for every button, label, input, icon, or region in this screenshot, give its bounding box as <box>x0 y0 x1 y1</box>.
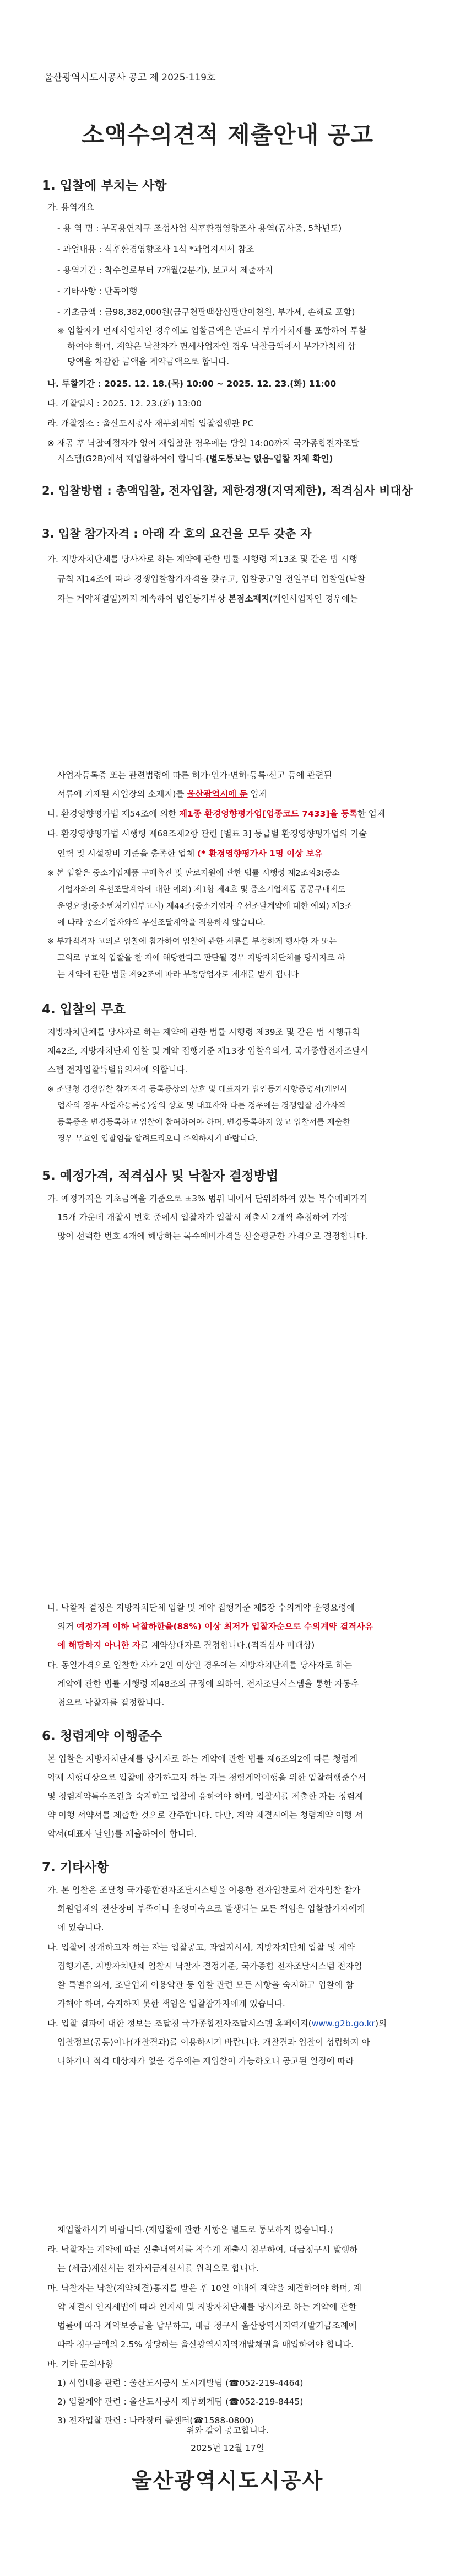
s3-line: ※ 부파적격자 고의로 입찰에 참가하여 입찰에 관한 서류를 부정하게 행사한 자 또는 <box>47 937 337 946</box>
s1-line: - 과업내용 : 식후환경영향조사 1식 *과업지시서 참조 <box>57 244 254 254</box>
s3-line: 사업자등록증 또는 관련법령에 따른 허가·인가·면허·등록·신고 등에 관련된 <box>57 770 332 780</box>
s3-line: ※ 본 입찰은 중소기업제품 구매촉진 및 판로지원에 관한 법률 시행령 제2조의3(중소 <box>47 869 340 878</box>
s7-line: 재입찰하시기 바랍니다.(재입찰에 관한 사항은 별도로 통보하지 않습니다.) <box>57 2225 333 2235</box>
s1-line: 시스템(G2B)에서 재입찰하여야 합니다.(별도통보는 없음-입찰 자체 확인) <box>57 454 333 464</box>
g2b-link[interactable]: www.g2b.go.kr <box>311 2019 376 2028</box>
s6-line: 약서(대표자 날인)를 제출하여야 합니다. <box>47 1829 197 1839</box>
s3-line: 에 따라 중소기업자와의 우선조달계약을 적용하지 않습니다. <box>57 919 266 927</box>
contact-business: 1) 사업내용 관련 : 울산도시공사 도시개발팀 (☎052-219-4464) <box>57 2378 304 2388</box>
s1-line: 당액을 차감한 금액을 계약금액으로 합니다. <box>67 357 230 367</box>
s6-line: 약 이행 서약서를 제출한 것으로 간주합니다. 다만, 계약 체결시에는 청렴계약 이행 서 <box>47 1810 364 1820</box>
s5-line: 많이 선택한 번호 4개에 해당하는 복수예비가격을 산술평균한 가격으로 결정합니다. <box>57 1231 368 1241</box>
s3-line: 고의로 무효의 입찰을 한 자에 해당한다고 판단될 경우 지방자치단체를 당사자로 하 <box>57 954 345 963</box>
s3-line: 규칙 제14조에 따라 경쟁입찰참가자격을 갖추고, 입찰공고일 전일부터 입찰일(낙찰 <box>57 574 366 584</box>
s5-line: 다. 동일가격으로 입찰한 자가 2인 이상인 경우에는 지방자치단체를 당사자로 하는 <box>47 1660 353 1670</box>
s7-line: 회원업체의 전산장비 부족이나 운영미숙으로 발생되는 모든 책임은 입찰참가자에게 <box>57 1904 365 1914</box>
s7-line: 바. 기타 문의사항 <box>47 2359 113 2369</box>
section-5-heading: 5. 예정가격, 적격심사 및 낙찰자 결정방법 <box>42 1169 279 1183</box>
s5-line: 15개 가운데 개찰시 번호 중에서 입찰자가 입찰시 제출시 2개씩 추첨하여 가장 <box>57 1212 349 1222</box>
section-3-heading: 3. 입찰 참가자격 : 아래 각 호의 요건을 모두 갖춘 자 <box>42 527 312 540</box>
section-1-heading: 1. 입찰에 부치는 사항 <box>42 179 167 193</box>
s1-line: - 용역기간 : 착수일로부터 7개월(2분기), 보고서 제출까지 <box>57 265 273 275</box>
contact-e-bidding: 3) 전자입찰 관련 : 나라장터 콜센터(☎1588-0800) <box>57 2416 254 2425</box>
s4-line: 업자의 경우 사업자등록증)상의 상호 및 대표자와 다른 경우에는 경쟁입찰 참가자격 <box>57 1102 346 1110</box>
s7-line: 집행기준, 지방자치단체 입찰시 낙찰자 결정기준, 국가종합 전자조달시스템 전자입 <box>57 1961 362 1971</box>
section-2-heading: 2. 입찰방법 : 총액입찰, 전자입찰, 제한경쟁(지역제한), 적격심사 비대상 <box>42 484 413 497</box>
section-7-heading: 7. 기타사항 <box>42 1860 109 1875</box>
s5-line: 나. 낙찰자 결정은 지방자치단체 입찰 및 계약 집행기준 제5장 수의계약 운영요령에 <box>47 1603 355 1613</box>
s4-line: 등록증을 변경등록하고 입찰에 참여하여야 하며, 변경등록하지 않고 입찰서를 제출한 <box>57 1118 350 1127</box>
s1-line: 하여야 하며, 계약은 낙찰자가 면세사업자인 경우 낙찰금액에서 부가가치세 상 <box>67 341 356 351</box>
section-6-heading: 6. 청렴계약 이행준수 <box>42 1729 162 1743</box>
s7-line: 입찰정보(공통)이나(개찰결과)를 이용하시기 바랍니다. 개찰결과 입찰이 성립하지 아 <box>57 2037 370 2047</box>
s4-line: 지방자치단체를 당사자로 하는 계약에 관한 법률 시행령 제39조 및 같은 법 시행규칙 <box>47 1027 361 1037</box>
s4-line: 제42조, 지방자치단체 입찰 및 계약 집행기준 제13장 입찰유의서, 국가종합전자조달시 <box>47 1046 369 1056</box>
s3-line: 는 계약에 관한 법률 제92조에 따라 부정당업자로 제재를 받게 됩니다 <box>57 970 299 979</box>
s1-line: - 기타사항 : 단독이행 <box>57 286 138 296</box>
contact-contract: 2) 입찰계약 관련 : 울산도시공사 재무회계팀 (☎052-219-8445) <box>57 2397 304 2407</box>
s7-line: 에 있습니다. <box>57 1923 104 1933</box>
s5-line: 가. 예정가격은 기초금액을 기준으로 ±3% 범위 내에서 단위화하여 있는 복수예비가격 <box>47 1194 367 1204</box>
s1-line: ※ 입찰자가 면세사업자인 경우에도 입찰금액은 반드시 부가가치세를 포함하여 투찰 <box>57 326 367 336</box>
s1-line: - 기초금액 : 금98,382,000원(금구천팔백삼십팔만이천원, 부가세, 손해료 포함) <box>57 307 355 317</box>
s6-line: 약제 시행대상으로 입찰에 참가하고자 하는 자는 청렴계약이행을 위한 입찰허행준수서 <box>47 1773 366 1783</box>
s7-line: 나. 입찰에 참개하고자 하는 자는 입찰공고, 과업지시서, 지방자치단체 입찰 및 계약 <box>47 1942 355 1952</box>
s7-line: 가해야 하며, 숙지하지 못한 책임은 입찰참가자에게 있습니다. <box>57 1999 285 2009</box>
s5-line: 에 해당하지 아니한 자를 계약상대자로 결정합니다.(적격심사 미대상) <box>57 1640 315 1650</box>
s7-line: 따라 청구금액의 2.5% 상당하는 울산광역시지역개발채권을 매입하여야 합니다. <box>57 2339 354 2349</box>
s5-line: 의거 예정가격 이하 낙찰하한율(88%) 이상 최저가 입찰자순으로 수의계약 결격사유 <box>57 1622 373 1632</box>
s7-line: 니하거나 적격 대상자가 없을 경우에는 재입찰이 가능하오니 공고된 일정에 따라 <box>57 2056 354 2066</box>
s7-line: 라. 낙찰자는 계약에 따른 산출내역서를 착수계 제출시 첨부하여, 대금청구시 발행하 <box>47 2245 358 2255</box>
s4-line: 스템 전자입찰특별유의서에 의합니다. <box>47 1065 188 1075</box>
s7-line: 약 체결시 인지세법에 따라 인지세 및 지방자치단체를 당사자로 하는 계약에 관한 <box>57 2302 357 2312</box>
s3-line: 다. 환경영향평가법 시행령 제68조제2항 관련 [별표 3] 등급별 환경영향평가업의 기술 <box>47 829 367 839</box>
s4-line: 경우 무효인 입찰임을 알려드리오니 주의하시기 바랍니다. <box>57 1135 258 1144</box>
notice-date: 2025년 12월 17일 <box>191 2443 264 2453</box>
s1-line: 가. 용역개요 <box>47 202 94 212</box>
s1-line: ※ 재공 후 낙찰예정자가 없어 재입찰한 경우에는 당일 14:00까지 국가종합전자조달 <box>47 438 360 448</box>
s5-line: 계약에 관한 법률 시행령 제48조의 규정에 의하여, 전자조달시스템을 통한 자동추 <box>57 1679 360 1689</box>
s1-line: 나. 투찰기간 : 2025. 12. 18.(목) 10:00 ~ 2025. 12. 23.(화) 11:00 <box>47 379 337 389</box>
s1-line: 다. 개찰일시 : 2025. 12. 23.(화) 13:00 <box>47 399 202 409</box>
section-4-heading: 4. 입찰의 무효 <box>42 1002 126 1017</box>
s7-line: 찰 특별유의서, 조달업체 이용약관 등 입찰 관련 모든 사항을 숙지하고 입찰에 참 <box>57 1980 354 1990</box>
s3-line: 서류에 기재된 사업장의 소재지)를 울산광역시에 둔 업체 <box>57 789 267 799</box>
issuer-name: 울산광역시도시공사 <box>131 2468 324 2493</box>
s7-line: 법률에 따라 계약보증금을 납부하고, 대금 청구시 울산광역시지역개발기금조례에 <box>57 2321 357 2331</box>
s7-line: 가. 본 입찰은 조달청 국가종합전자조달시스템을 이용한 전자입찰로서 전자입찰 참가 <box>47 1885 361 1895</box>
s6-line: 본 입찰은 지방자치단체를 당사자로 하는 계약에 관한 법률 제6조의2에 따른 청렴계 <box>47 1754 358 1764</box>
s3-line: 자는 계약체결일)까지 계속하여 법인등기부상 본점소재지(개인사업자인 경우에는 <box>57 594 358 604</box>
page-title: 소액수의견적 제출안내 공고 <box>81 121 374 148</box>
s5-line: 첨으로 낙찰자를 결정합니다. <box>57 1698 165 1708</box>
closing-statement: 위와 같이 공고합니다. <box>186 2425 269 2435</box>
s1-line: - 용 역 명 : 부곡용연지구 조성사업 식후환경영향조사 용역(공사중, 5차년도) <box>57 223 342 233</box>
s3-line: 나. 환경영향평가법 제54조에 의한 제1종 환경영향평가업[업종코드 7433]을 등록한 업체 <box>47 809 385 819</box>
s3-line: 기업자와의 우선조달계약에 대한 예외) 제1항 제4호 및 중소기업제품 공공구매제도 <box>57 886 346 894</box>
s3-line: 가. 지방자치단체를 당사자로 하는 계약에 관한 법률 시행령 제13조 및 같은 법 시행 <box>47 554 358 564</box>
s6-line: 및 청렴계약특수조건을 숙지하고 입찰에 응하여야 하며, 입찰서를 제출한 자는 청렴계 <box>47 1791 364 1801</box>
s3-line: 운영요령(중소벤처기업부고시) 제44조(중소기업자 우선조달계약에 대한 예외) 제3조 <box>57 902 353 911</box>
s1-line: 라. 개찰장소 : 울산도시공사 재무회계팀 입찰집행관 PC <box>47 418 254 428</box>
s7-line: 는 (세금)계산서는 전자세금계산서를 원칙으로 합니다. <box>57 2263 259 2273</box>
s4-line: ※ 조달청 경쟁입찰 참가자격 등록증상의 상호 및 대표자가 법인등기사항증명서(개인사 <box>47 1085 348 1094</box>
notice-number: 울산광역시도시공사 공고 제 2025-119호 <box>44 72 216 83</box>
s7-line: 마. 낙찰자는 낙찰(계약체결)통지를 받은 후 10일 이내에 계약을 체결하여야 하며, 계 <box>47 2283 362 2293</box>
s3-line: 인력 및 시설장비 기준을 충족한 업체 (* 환경영향평가사 1명 이상 보유 <box>57 849 323 858</box>
s7-line: 다. 입찰 결과에 대한 정보는 조달청 국가종합전자조달시스템 홈페이지(www.g2b.go.kr)의 <box>47 2019 387 2028</box>
